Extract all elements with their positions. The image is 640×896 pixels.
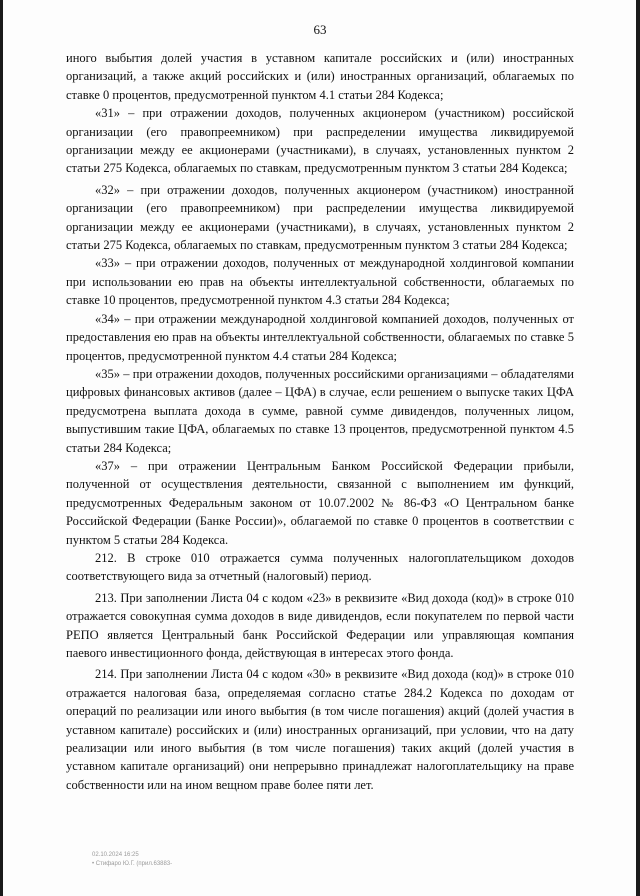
paragraph-code-33: «33» – при отражении доходов, полученных от международной холдинговой компании при использовании ею прав на объекты интеллектуальной собственности, облагаемых по ставке 10 процентов, предусмотренной пунктом 4.3 статьи 284 Кодекса; — [66, 256, 574, 308]
footer-author: • Стифаро Ю.Г. (прил.63883- — [92, 861, 173, 867]
paragraph-212: 212. В строке 010 отражается сумма полученных налогоплательщиком доходов соответствующего вида за отчетный (налоговый) период. — [66, 550, 574, 584]
paragraph-code-35: «35» – при отражении доходов, полученных российскими организациями – обладателями цифровых финансовых активов (далее – ЦФА) в случае, если решением о выпуске таких ЦФА предусмотрена выплата дохода в сумме, равной сумме дивидендов, полученных лицом, выпустившим такие ЦФА, облагаемых по ставке 13 процентов, предусмотренной пунктом 4.5 статьи 284 Кодекса; — [66, 366, 574, 455]
footer-stamp — [92, 851, 172, 869]
paragraph-code-34: «34» – при отражении международной холдинговой компанией доходов, полученных от предоставления ею прав на объекты интеллектуальной собственности, облагаемых по ставке 5 процентов, предусмотренной пунктом 4.4 статьи 284 Кодекса; — [66, 311, 574, 363]
paragraph-214: 214. При заполнении Листа 04 с кодом «30» в реквизите «Вид дохода (код)» в строке 010 отражается налоговая база, определяемая согласно статье 284.2 Кодекса по доходам от операций по реализации или иного выбытия (в том числе погашения) акций (долей участия в уставном капитале) российских и (или) иностранных организаций, при условии, что на дату реализации или иного выбытия (в том числе погашения) таких акций (долей участия в уставном капитале организаций) они непрерывно принадлежат налогоплательщику на праве собственности или на ином вещном праве более пяти лет. — [66, 667, 574, 792]
paragraph-code-31: «31» – при отражении доходов, полученных акционером (участником) российской организации (его правопреемником) при распределении имущества ликвидируемой организации между ее акционерами (участниками), в случаях, установленных пунктом 2 статьи 275 Кодекса, облагаемых по ставкам, предусмотренным пунктом 3 статьи 284 Кодекса; — [66, 106, 574, 176]
paragraph-213: 213. При заполнении Листа 04 с кодом «23» в реквизите «Вид дохода (код)» в строке 010 отражается совокупная сумма доходов в виде дивидендов, если покупателем по первой части РЕПО является Центральный банк Российской Федерации или управляющая компания паевого инвестиционного фонда, действующая в интересах этого фонда. — [66, 590, 574, 660]
paragraph-code-37: «37» – при отражении Центральным Банком Российской Федерации прибыли, полученной от осуществления деятельности, связанной с выполнением им функций, предусмотренных Федеральным законом от 10.07.2002 № 86-ФЗ «О Центральном банке Российской Федерации (Банке России)», облагаемой по ставке 0 процентов в соответствии с пунктом 5 статьи 284 Кодекса. — [66, 458, 574, 547]
scan-edge-right — [636, 0, 640, 896]
footer-date: 02.10.2024 16:25 — [92, 852, 139, 858]
document-body — [66, 49, 574, 794]
paragraph-code-32: «32» – при отражении доходов, полученных акционером (участником) иностранной организации (его правопреемником) при распределении имущества ликвидируемой организации между ее акционерами (участниками), в случаях, установленных пунктом 2 статьи 275 Кодекса, облагаемых по ставкам, предусмотренным пунктом 3 статьи 284 Кодекса; — [66, 182, 574, 253]
scan-edge-left — [0, 0, 3, 896]
paragraph-continuation: иного выбытия долей участия в уставном капитале российских и (или) иностранных организаций, а также акций российских и (или) иностранных организаций, облагаемых по ставке 0 процентов, предусмотренной пунктом 4.1 статьи 284 Кодекса; — [66, 51, 574, 102]
page-number: 63 — [313, 22, 327, 37]
